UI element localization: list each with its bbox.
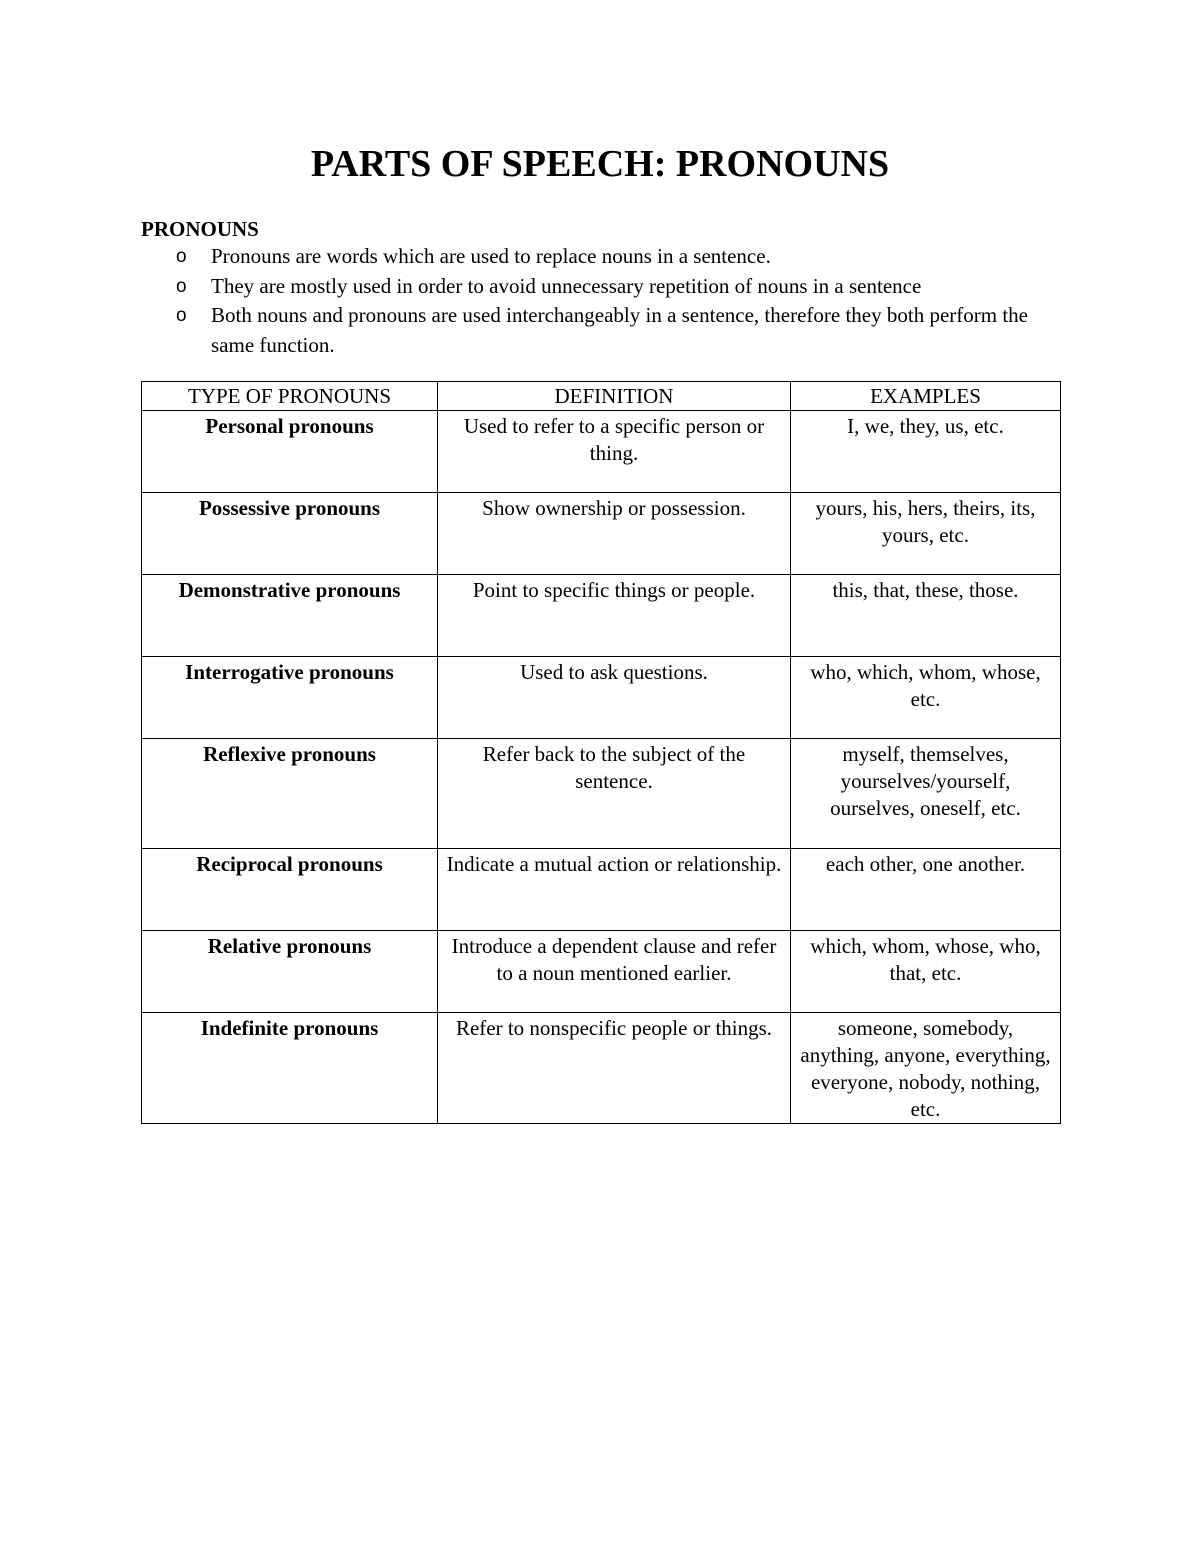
- pronoun-type-cell: Reflexive pronouns: [142, 739, 438, 849]
- examples-cell: each other, one another.: [791, 849, 1061, 931]
- table-row: [142, 493, 1061, 575]
- definition-cell: Introduce a dependent clause and refer to a noun mentioned earlier.: [438, 931, 791, 1013]
- definition-cell: Indicate a mutual action or relationship.: [438, 849, 791, 931]
- pronouns-table: [141, 381, 1061, 1124]
- table-row: [142, 739, 1061, 849]
- bullet-item: [141, 301, 1041, 360]
- definition-cell: Used to refer to a specific person or thing.: [438, 411, 791, 493]
- pronoun-type-cell: Indefinite pronouns: [142, 1013, 438, 1124]
- table-header-row: [142, 382, 1061, 411]
- examples-cell: who, which, whom, whose, etc.: [791, 657, 1061, 739]
- bullet-list: [141, 242, 1041, 360]
- table-row: [142, 411, 1061, 493]
- bullet-marker-icon: o: [176, 246, 187, 267]
- bullet-text: Pronouns are words which are used to replace nouns in a sentence.: [211, 244, 771, 268]
- bullet-marker-icon: o: [176, 275, 187, 297]
- examples-cell: which, whom, whose, who, that, etc.: [791, 931, 1061, 1013]
- column-header-examples: EXAMPLES: [791, 382, 1061, 411]
- bullet-item: [141, 272, 1041, 302]
- definition-cell: Used to ask questions.: [438, 657, 791, 739]
- pronoun-type-cell: Reciprocal pronouns: [142, 849, 438, 931]
- bullet-text: Both nouns and pronouns are used interchangeably in a sentence, therefore they both perform the same function.: [211, 303, 1028, 357]
- pronoun-type-cell: Interrogative pronouns: [142, 657, 438, 739]
- definition-cell: Point to specific things or people.: [438, 575, 791, 657]
- column-header-type: TYPE OF PRONOUNS: [142, 382, 438, 411]
- examples-cell: this, that, these, those.: [791, 575, 1061, 657]
- definition-cell: Refer to nonspecific people or things.: [438, 1013, 791, 1124]
- pronoun-type-cell: Personal pronouns: [142, 411, 438, 493]
- bullet-marker-icon: o: [176, 305, 187, 326]
- examples-cell: I, we, they, us, etc.: [791, 411, 1061, 493]
- pronoun-type-cell: Demonstrative pronouns: [142, 575, 438, 657]
- pronoun-type-cell: Relative pronouns: [142, 931, 438, 1013]
- table-row: [142, 575, 1061, 657]
- examples-cell: yours, his, hers, theirs, its, yours, etc.: [791, 493, 1061, 575]
- page-title: PARTS OF SPEECH: PRONOUNS: [310, 143, 890, 185]
- table-row: [142, 931, 1061, 1013]
- examples-cell: someone, somebody, anything, anyone, everything, everyone, nobody, nothing, etc.: [791, 1013, 1061, 1124]
- column-header-definition: DEFINITION: [438, 382, 791, 411]
- table-row: [142, 849, 1061, 931]
- table-row: [142, 1013, 1061, 1124]
- bullet-item: [141, 242, 1041, 272]
- table-row: [142, 657, 1061, 739]
- pronoun-type-cell: Possessive pronouns: [142, 493, 438, 575]
- definition-cell: Show ownership or possession.: [438, 493, 791, 575]
- definition-cell: Refer back to the subject of the sentence.: [438, 739, 791, 849]
- bullet-text: They are mostly used in order to avoid unnecessary repetition of nouns in a sentence: [211, 273, 922, 298]
- section-heading: PRONOUNS: [141, 217, 259, 241]
- examples-cell: myself, themselves, yourselves/yourself, ourselves, oneself, etc.: [791, 739, 1061, 849]
